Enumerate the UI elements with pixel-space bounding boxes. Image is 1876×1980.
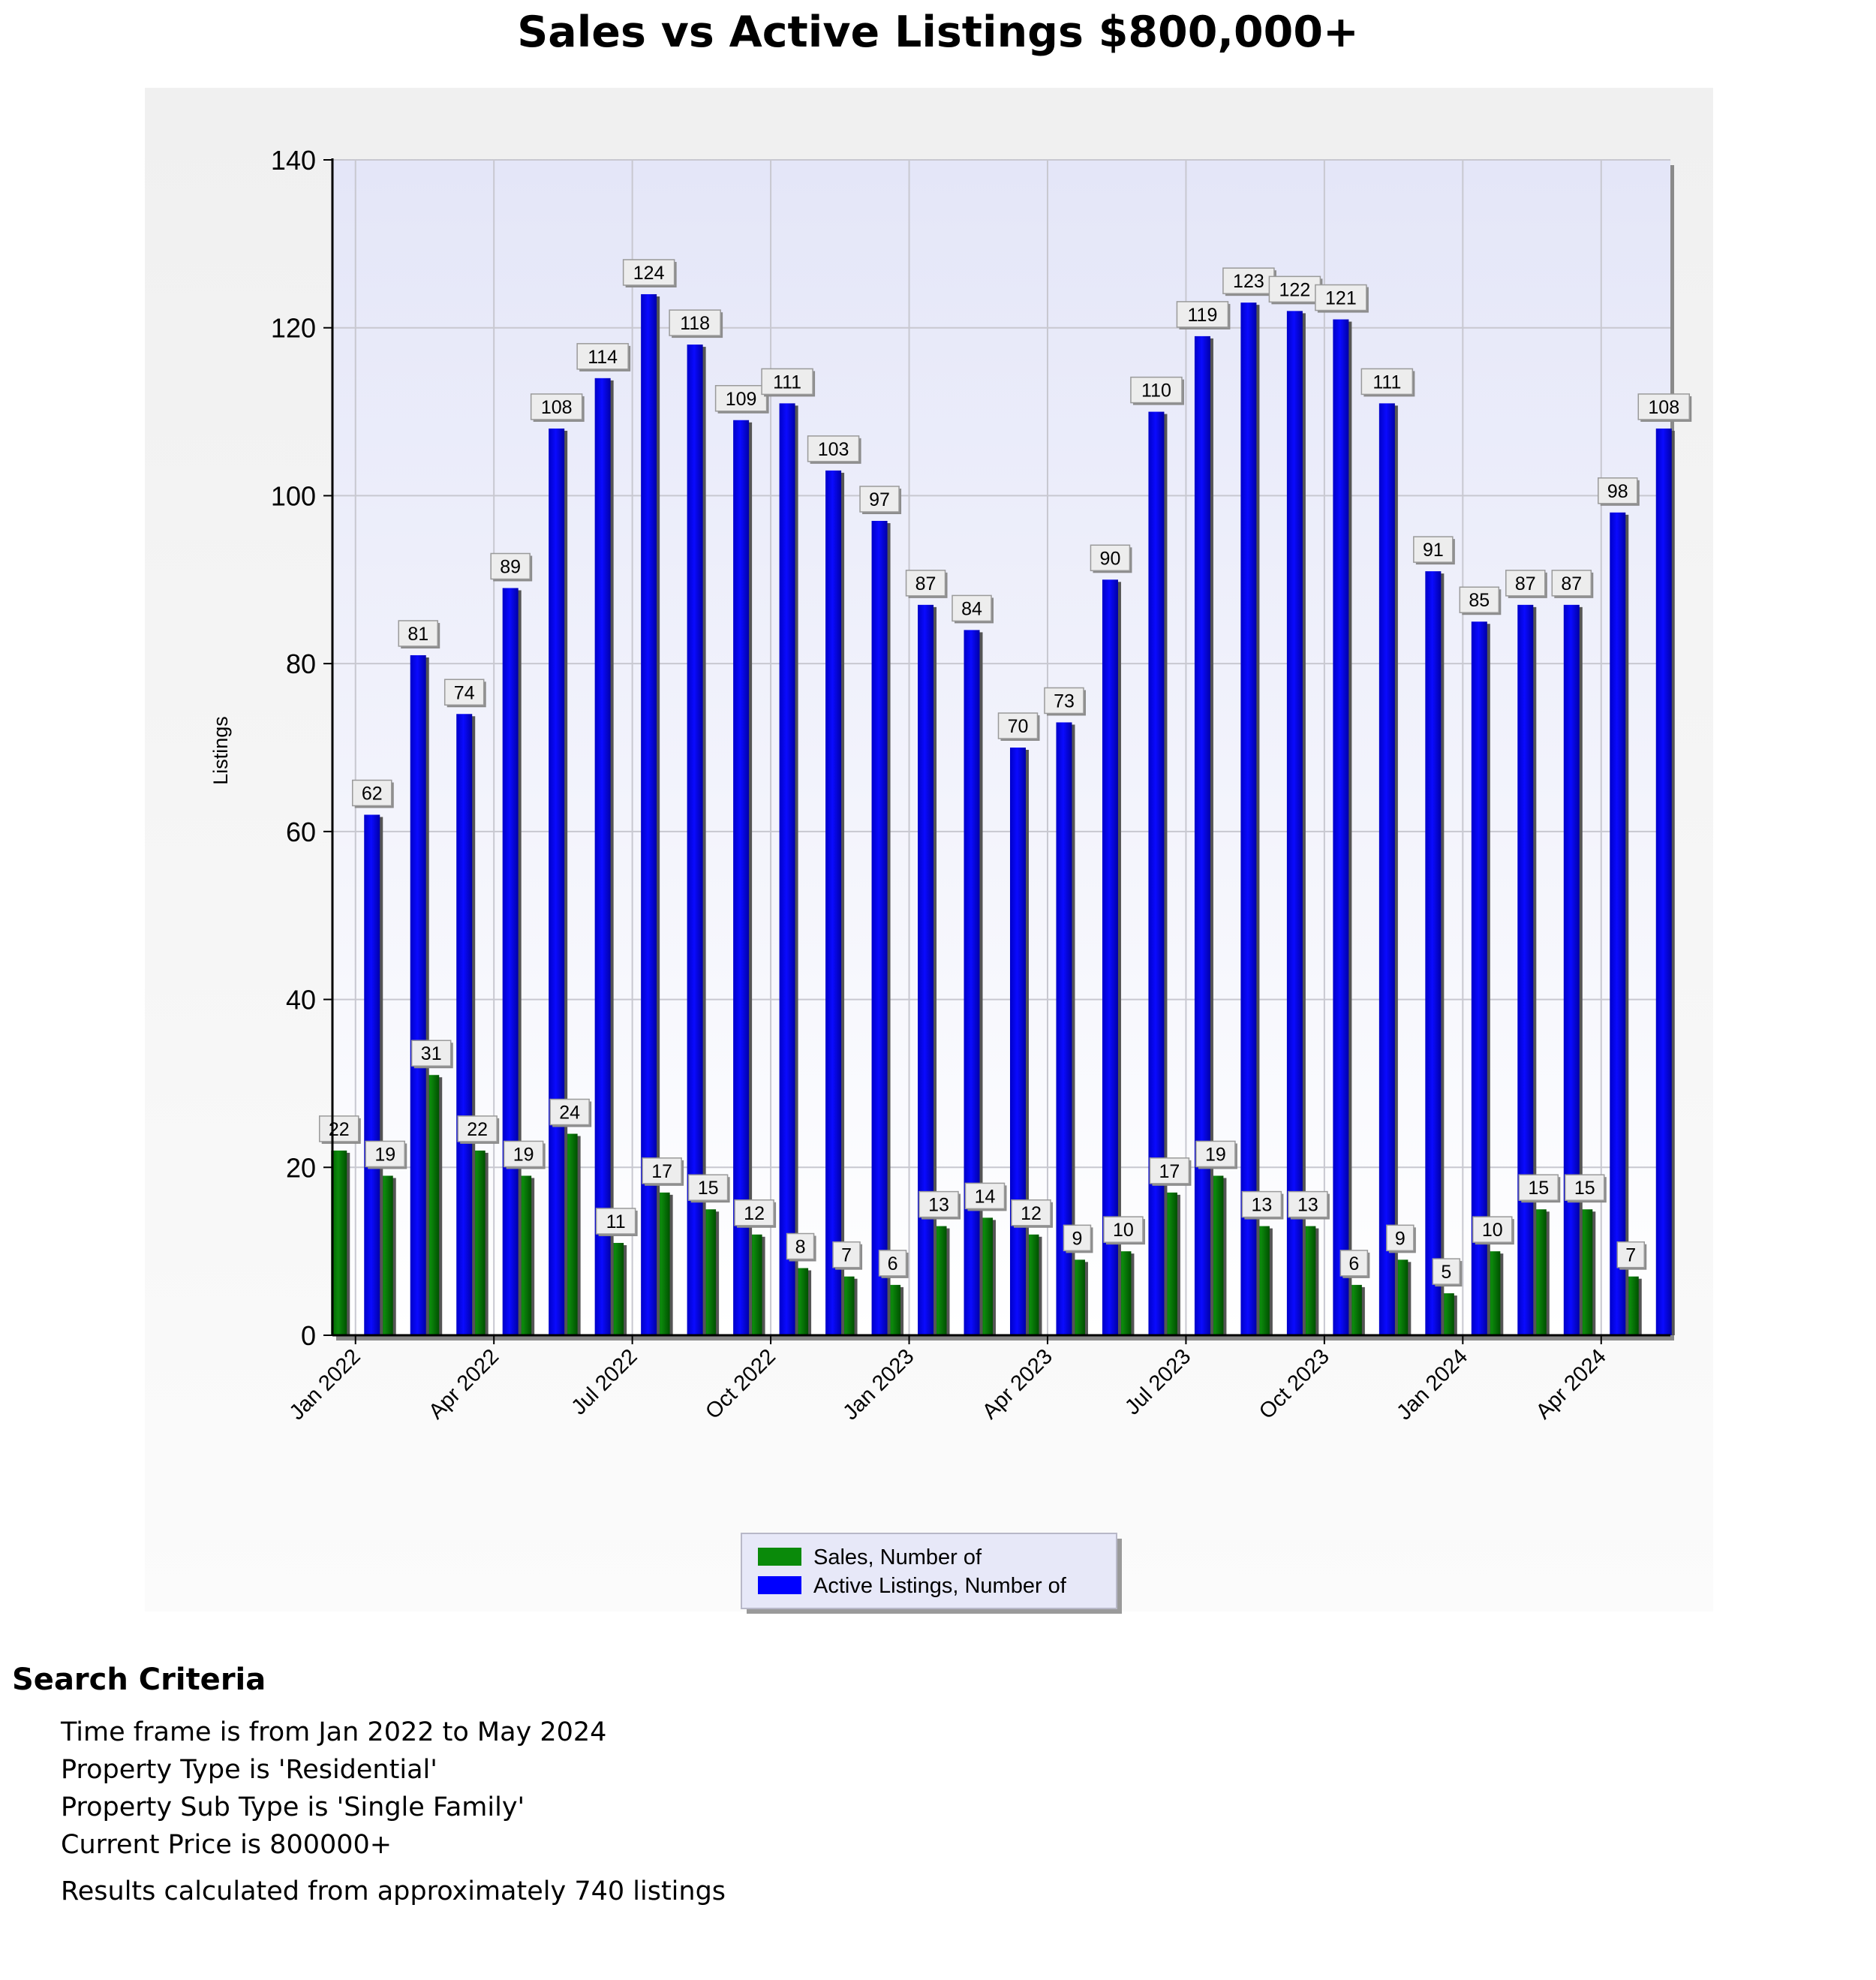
- x-tick-label: Oct 2023: [1254, 1344, 1334, 1425]
- data-label-active-listings: 70: [1007, 716, 1029, 737]
- data-label-sales: 10: [1481, 1220, 1503, 1241]
- data-label-active-listings: 109: [725, 388, 757, 410]
- data-label-sales: 8: [795, 1236, 806, 1258]
- bar-active-listings: [1425, 571, 1441, 1335]
- data-label-sales: 14: [974, 1186, 996, 1208]
- criteria-current-price: Current Price is 800000+: [61, 1830, 392, 1860]
- data-label-sales: 22: [467, 1118, 489, 1140]
- data-label-active-listings: 108: [540, 396, 573, 418]
- legend-swatch-active-listings: [758, 1576, 801, 1594]
- bar-active-listings: [1195, 336, 1210, 1335]
- bar-active-listings: [1240, 302, 1256, 1335]
- data-label-sales: 6: [1348, 1253, 1360, 1274]
- x-tick-label: Jul 2022: [567, 1344, 642, 1420]
- legend-swatch-sales: [758, 1548, 801, 1566]
- bar-active-listings: [549, 429, 564, 1335]
- data-label-active-listings: 81: [407, 623, 429, 645]
- legend-label-active-listings: Active Listings, Number of: [813, 1574, 1066, 1598]
- x-tick-label: Oct 2022: [701, 1344, 781, 1425]
- data-label-active-listings: 73: [1054, 691, 1075, 712]
- criteria-results: Results calculated from approximately 740 listings: [61, 1876, 726, 1906]
- data-label-active-listings: 121: [1325, 287, 1357, 309]
- data-label-sales: 13: [928, 1194, 949, 1216]
- y-tick-label: 0: [300, 1320, 316, 1351]
- data-label-sales: 17: [1159, 1160, 1180, 1182]
- data-label-active-listings: 87: [915, 573, 936, 594]
- data-label-sales: 19: [374, 1144, 396, 1166]
- data-label-active-listings: 114: [588, 346, 618, 368]
- data-label-active-listings: 97: [869, 489, 890, 510]
- bar-active-listings: [964, 630, 980, 1335]
- data-label-sales: 9: [1072, 1228, 1083, 1250]
- data-label-active-listings: 118: [680, 313, 711, 335]
- data-label-active-listings: 62: [361, 783, 383, 805]
- legend-label-sales: Sales, Number of: [813, 1545, 982, 1569]
- bar-active-listings: [1333, 320, 1348, 1335]
- data-label-active-listings: 74: [453, 682, 475, 704]
- data-label-active-listings: 84: [961, 598, 982, 620]
- x-tick-label: Apr 2024: [1531, 1344, 1611, 1425]
- data-label-sales: 13: [1297, 1194, 1318, 1216]
- search-criteria: [12, 1663, 726, 1910]
- x-tick-label: Jan 2022: [284, 1344, 365, 1425]
- x-tick-label: Apr 2022: [424, 1344, 504, 1425]
- data-label-sales: 7: [1625, 1244, 1637, 1266]
- data-label-active-listings: 90: [1099, 548, 1121, 570]
- bar-active-listings: [595, 378, 611, 1335]
- bar-active-listings: [780, 403, 795, 1335]
- data-label-sales: 10: [1113, 1220, 1134, 1241]
- bar-active-listings: [733, 420, 749, 1335]
- x-tick-label: Apr 2023: [978, 1344, 1057, 1425]
- data-label-active-listings: 122: [1279, 279, 1311, 301]
- x-tick-label: Jan 2024: [1392, 1344, 1473, 1425]
- bar-active-listings: [825, 471, 841, 1335]
- data-label-active-listings: 111: [1372, 372, 1402, 393]
- chart-title: Sales vs Active Listings $800,000+: [517, 8, 1359, 57]
- data-label-sales: 15: [1574, 1178, 1595, 1199]
- data-label-active-listings: 108: [1648, 396, 1680, 418]
- data-label-sales: 19: [1205, 1144, 1226, 1166]
- data-label-active-listings: 124: [633, 262, 665, 284]
- data-label-sales: 13: [1251, 1194, 1273, 1216]
- bar-active-listings: [1564, 605, 1580, 1335]
- y-tick-label: 140: [270, 145, 316, 176]
- x-tick-label: Jul 2023: [1120, 1344, 1196, 1420]
- bar-active-listings: [918, 605, 933, 1335]
- data-label-active-listings: 87: [1561, 573, 1583, 594]
- data-label-sales: 15: [697, 1178, 719, 1199]
- bar-active-listings: [1148, 412, 1164, 1335]
- data-label-sales: 15: [1528, 1178, 1550, 1199]
- x-tick-label: Jan 2023: [838, 1344, 919, 1425]
- data-label-active-listings: 111: [773, 372, 802, 393]
- data-label-sales: 31: [420, 1043, 442, 1065]
- bar-active-listings: [503, 588, 519, 1335]
- bar-active-listings: [410, 655, 426, 1335]
- data-label-active-listings: 98: [1607, 480, 1628, 502]
- search-criteria-title: Search Criteria: [12, 1663, 266, 1697]
- data-label-sales: 17: [651, 1160, 673, 1182]
- bar-active-listings: [364, 814, 380, 1335]
- data-label-active-listings: 123: [1233, 271, 1264, 293]
- bar-active-listings: [1656, 429, 1672, 1335]
- data-label-active-listings: 85: [1469, 590, 1490, 612]
- data-label-sales: 12: [1021, 1202, 1042, 1224]
- y-tick-label: 100: [270, 480, 316, 512]
- bar-active-listings: [1287, 311, 1303, 1335]
- criteria-property-type: Property Type is 'Residential': [61, 1755, 437, 1785]
- data-label-sales: 9: [1394, 1228, 1405, 1250]
- data-label-sales: 11: [606, 1211, 626, 1232]
- data-label-active-listings: 89: [500, 556, 522, 578]
- criteria-time-frame: Time frame is from Jan 2022 to May 2024: [61, 1717, 607, 1747]
- data-label-active-listings: 87: [1514, 573, 1536, 594]
- legend: [741, 1533, 1122, 1614]
- data-label-sales: 22: [328, 1118, 350, 1140]
- bar-active-listings: [1379, 403, 1395, 1335]
- data-label-sales: 6: [887, 1253, 898, 1274]
- y-tick-label: 80: [285, 648, 316, 680]
- bar-active-listings: [1010, 748, 1026, 1335]
- bar-active-listings: [872, 521, 888, 1335]
- bar-active-listings: [1517, 605, 1533, 1335]
- y-tick-label: 60: [285, 816, 316, 847]
- y-tick-label: 120: [270, 312, 316, 344]
- data-label-sales: 7: [841, 1244, 852, 1266]
- data-label-sales: 19: [513, 1144, 534, 1166]
- bar-active-listings: [1610, 513, 1625, 1335]
- y-axis-label: Listings: [209, 716, 232, 785]
- data-label-sales: 5: [1441, 1262, 1452, 1283]
- data-label-active-listings: 110: [1141, 380, 1171, 402]
- y-tick-label: 40: [285, 984, 316, 1016]
- criteria-property-sub-type: Property Sub Type is 'Single Family': [61, 1792, 525, 1822]
- data-label-sales: 12: [744, 1202, 765, 1224]
- data-label-active-listings: 103: [817, 438, 849, 460]
- data-label-active-listings: 91: [1422, 540, 1444, 561]
- data-label-sales: 24: [559, 1102, 581, 1124]
- data-label-active-listings: 119: [1187, 304, 1218, 326]
- bar-active-listings: [456, 714, 472, 1335]
- y-tick-label: 20: [285, 1152, 316, 1184]
